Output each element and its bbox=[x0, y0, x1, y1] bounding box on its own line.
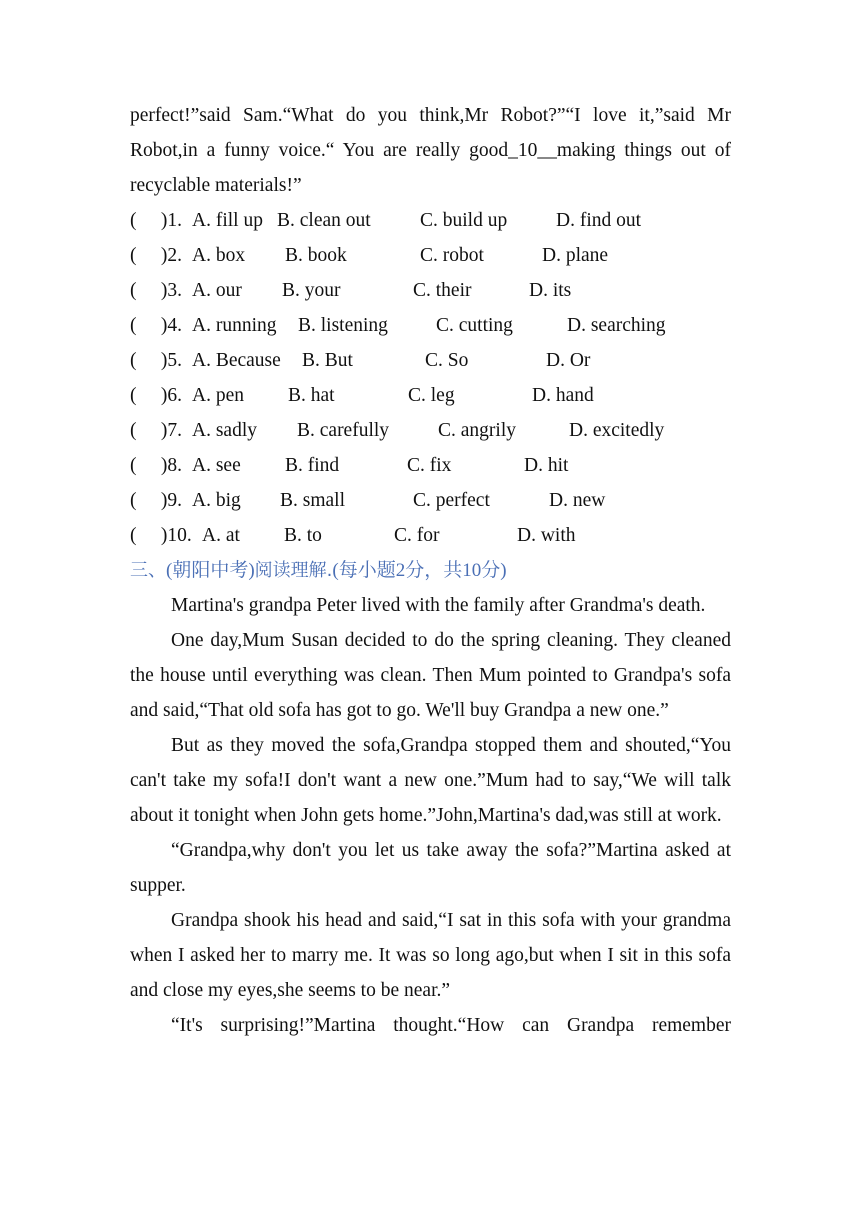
section-prefix: 三、 bbox=[130, 560, 166, 581]
option-b: B. clean out bbox=[277, 210, 371, 231]
question-number: ( )10. bbox=[130, 525, 192, 546]
question-number: ( )6. bbox=[130, 385, 182, 406]
section-title: 阅读理解. bbox=[254, 560, 333, 581]
option-row bbox=[130, 413, 731, 448]
option-row bbox=[130, 238, 731, 273]
option-d: D. excitedly bbox=[569, 420, 665, 441]
option-c: C. angrily bbox=[438, 420, 516, 441]
section-score: (每小题2分，共10分) bbox=[332, 560, 507, 581]
option-d: D. find out bbox=[556, 210, 642, 231]
option-d: D. searching bbox=[567, 315, 666, 336]
option-c: C. fix bbox=[407, 455, 452, 476]
reading-paragraph: “Grandpa,why don't you let us take away the sofa?”Martina asked at supper. bbox=[130, 840, 731, 896]
option-d: D. new bbox=[549, 490, 606, 511]
option-b: B. carefully bbox=[297, 420, 390, 441]
option-a: A. big bbox=[192, 490, 241, 511]
option-a: A. running bbox=[192, 315, 277, 336]
option-a: A. fill up bbox=[192, 210, 263, 231]
cloze-line: perfect!”said Sam.“What do you think,Mr Robot?”“I love it,”said Mr bbox=[130, 105, 731, 126]
option-c: C. So bbox=[425, 350, 469, 371]
option-row bbox=[130, 483, 731, 518]
option-b: B. listening bbox=[298, 315, 388, 336]
question-number: ( )2. bbox=[130, 245, 182, 266]
cloze-line: recyclable materials!” bbox=[130, 175, 302, 196]
question-number: ( )1. bbox=[130, 210, 182, 231]
option-a: A. box bbox=[192, 245, 246, 266]
cloze-line: Robot,in a funny voice.“ You are really good_10__making things out of bbox=[130, 140, 731, 161]
option-row bbox=[130, 518, 731, 553]
option-a: A. our bbox=[192, 280, 242, 301]
option-d: D. plane bbox=[542, 245, 609, 266]
option-c: C. build up bbox=[420, 210, 508, 231]
option-row bbox=[130, 203, 731, 238]
option-b: B. small bbox=[280, 490, 346, 511]
option-row bbox=[130, 448, 731, 483]
option-a: A. at bbox=[202, 525, 240, 546]
option-a: A. see bbox=[192, 455, 241, 476]
option-a: A. sadly bbox=[192, 420, 257, 441]
option-a: A. pen bbox=[192, 385, 244, 406]
section-heading bbox=[130, 553, 731, 588]
option-c: C. cutting bbox=[436, 315, 513, 336]
option-a: A. Because bbox=[192, 350, 281, 371]
question-number: ( )9. bbox=[130, 490, 182, 511]
options-list bbox=[130, 203, 731, 553]
option-d: D. its bbox=[529, 280, 572, 301]
option-b: B. find bbox=[285, 455, 340, 476]
option-c: C. their bbox=[413, 280, 472, 301]
question-number: ( )3. bbox=[130, 280, 182, 301]
option-c: C. leg bbox=[408, 385, 455, 406]
option-row bbox=[130, 308, 731, 343]
question-number: ( )5. bbox=[130, 350, 182, 371]
option-b: B. But bbox=[302, 350, 353, 371]
reading-paragraph: Grandpa shook his head and said,“I sat in this sofa with your grandma when I asked her to marry me. It was so long ago,but when I sit in this sofa and close my eyes,she seems to be near.” bbox=[130, 910, 731, 1001]
option-b: B. to bbox=[284, 525, 322, 546]
option-c: C. robot bbox=[420, 245, 484, 266]
page-content bbox=[130, 98, 731, 1043]
reading-paragraph: One day,Mum Susan decided to do the spring cleaning. They cleaned the house until everything was clean. Then Mum pointed to Grandpa's sofa and said,“That old sofa has got to go. We'll buy Grandpa a new one.” bbox=[130, 630, 731, 721]
option-row bbox=[130, 343, 731, 378]
option-d: D. hit bbox=[524, 455, 569, 476]
reading-paragraph: Martina's grandpa Peter lived with the family after Grandma's death. bbox=[171, 595, 706, 616]
reading-paragraph: But as they moved the sofa,Grandpa stopped them and shouted,“You can't take my sofa!I don't want a new one.”Mum had to say,“We will talk about it tonight when John gets home.”John,Martina's dad,was still at work. bbox=[130, 735, 731, 826]
question-number: ( )7. bbox=[130, 420, 182, 441]
option-b: B. hat bbox=[288, 385, 335, 406]
option-d: D. with bbox=[517, 525, 576, 546]
question-number: ( )8. bbox=[130, 455, 182, 476]
option-d: D. hand bbox=[532, 385, 594, 406]
option-c: C. perfect bbox=[413, 490, 490, 511]
question-number: ( )4. bbox=[130, 315, 182, 336]
option-c: C. for bbox=[394, 525, 440, 546]
section-source: (朝阳中考) bbox=[166, 560, 255, 581]
option-b: B. book bbox=[285, 245, 347, 266]
reading-paragraph: “It's surprising!”Martina thought.“How can Grandpa remember bbox=[171, 1015, 731, 1036]
option-d: D. Or bbox=[546, 350, 591, 371]
option-row bbox=[130, 378, 731, 413]
option-b: B. your bbox=[282, 280, 341, 301]
option-row bbox=[130, 273, 731, 308]
